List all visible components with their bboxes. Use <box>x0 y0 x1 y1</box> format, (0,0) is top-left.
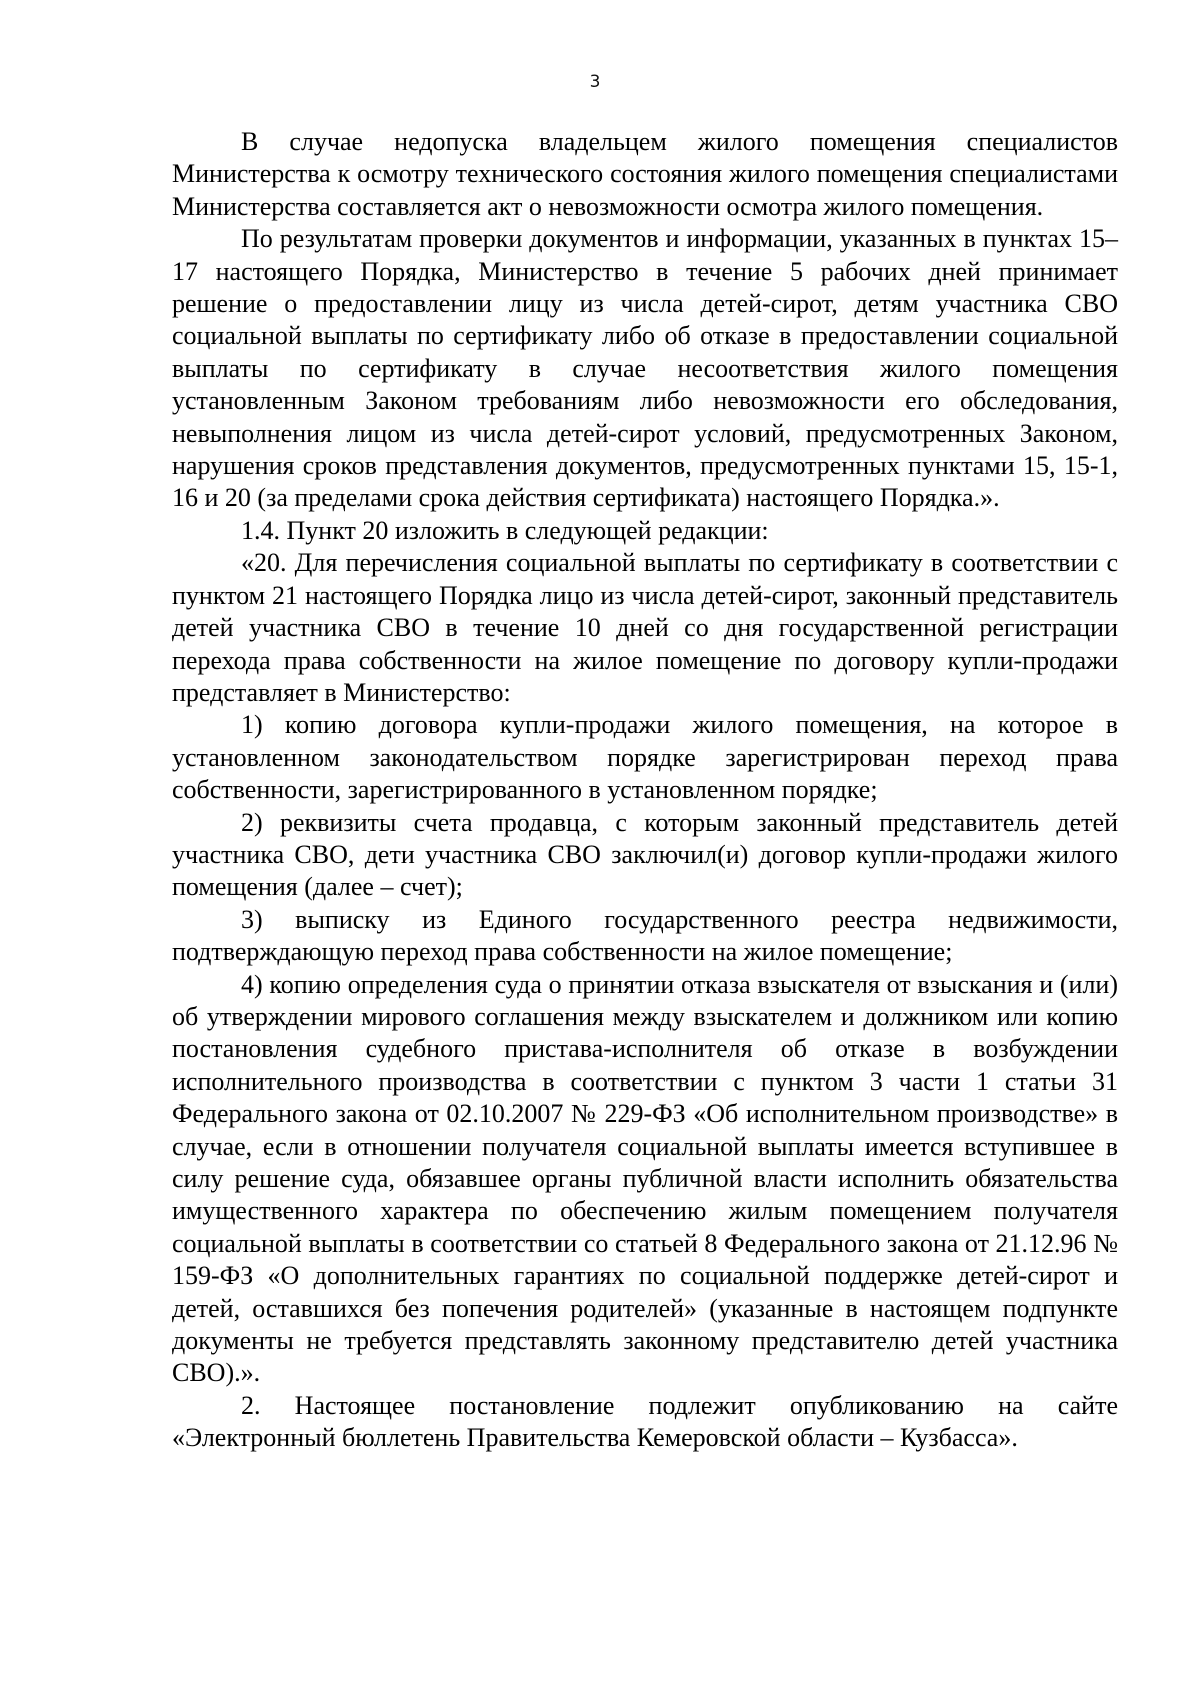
paragraph-amendment-1-4: 1.4. Пункт 20 изложить в следующей редакции: <box>241 515 769 545</box>
paragraph-publication: 2. Настоящее постановление подлежит опубликованию на сайте «Электронный бюллетень Правительства Кемеровской области – Кузбасса». <box>172 1390 1118 1453</box>
list-item-3: 3) выписку из Единого государственного реестра недвижимости, подтверждающую переход права собственности на жилое помещение; <box>172 904 1118 967</box>
paragraph-decision: По результатам проверки документов и информации, указанных в пунктах 15–17 настоящего Порядка, Министерство в течение 5 рабочих дней принимает решение о предоставлении лицу из числа детей-сирот, детям участника СВО социальной выплаты по сертификату либо об отказе в предоставлении социальной выплаты по сертификату в случае несоответствия жилого помещения установленным Законом требованиям либо невозможности его обследования, невыполнения лицом из числа детей-сирот условий, предусмотренных Законом, нарушения сроков представления документов, предусмотренных пунктами 15, 15-1, 16 и 20 (за пределами срока действия сертификата) настоящего Порядка.». <box>172 224 1118 513</box>
list-item-4: 4) копию определения суда о принятии отказа взыскателя от взыскания и (или) об утверждении мирового соглашения между взыскателем и должником или копию постановления судебного пристава-исполнителя об отказе в возбуждении исполнительного производства в соответствии с пунктом 3 части 1 статьи 31 Федерального закона от 02.10.2007 № 229-ФЗ «Об исполнительном производстве» в случае, если в отношении получателя социальной выплаты имеется вступившее в силу решение суда, обязавшее органы публичной власти исполнить обязательства имущественного характера по обеспечению жилым помещением получателя социальной выплаты в соответствии со статьей 8 Федерального закона от 21.12.96 № 159-ФЗ «О дополнительных гарантиях по социальной поддержке детей-сирот и детей, оставшихся без попечения родителей» (указанные в настоящем подпункте документы не требуется представлять законному представителю детей участника СВО).». <box>172 969 1118 1388</box>
page-number: 3 <box>589 72 601 92</box>
paragraph-point-20: «20. Для перечисления социальной выплаты по сертификату в соответствии с пунктом 21 настоящего Порядка лицо из числа детей-сирот, законный представитель детей участника СВО в течение 10 дней со дня государственной регистрации перехода права собственности на жилое помещение по договору купли-продажи представляет в Министерство: <box>172 548 1118 707</box>
paragraph-inspection-refusal: В случае недопуска владельцем жилого помещения специалистов Министерства к осмотру технического состояния жилого помещения специалистами Министерства составляется акт о невозможности осмотра жилого помещения. <box>172 127 1118 221</box>
document-body <box>172 126 1118 1455</box>
list-item-2: 2) реквизиты счета продавца, с которым законный представитель детей участника СВО, дети участника СВО заключил(и) договор купли-продажи жилого помещения (далее – счет); <box>172 807 1118 902</box>
list-item-1: 1) копию договора купли-продажи жилого помещения, на которое в установленном законодательством порядке зарегистрирован переход права собственности, зарегистрированного в установленном порядке; <box>172 710 1118 805</box>
